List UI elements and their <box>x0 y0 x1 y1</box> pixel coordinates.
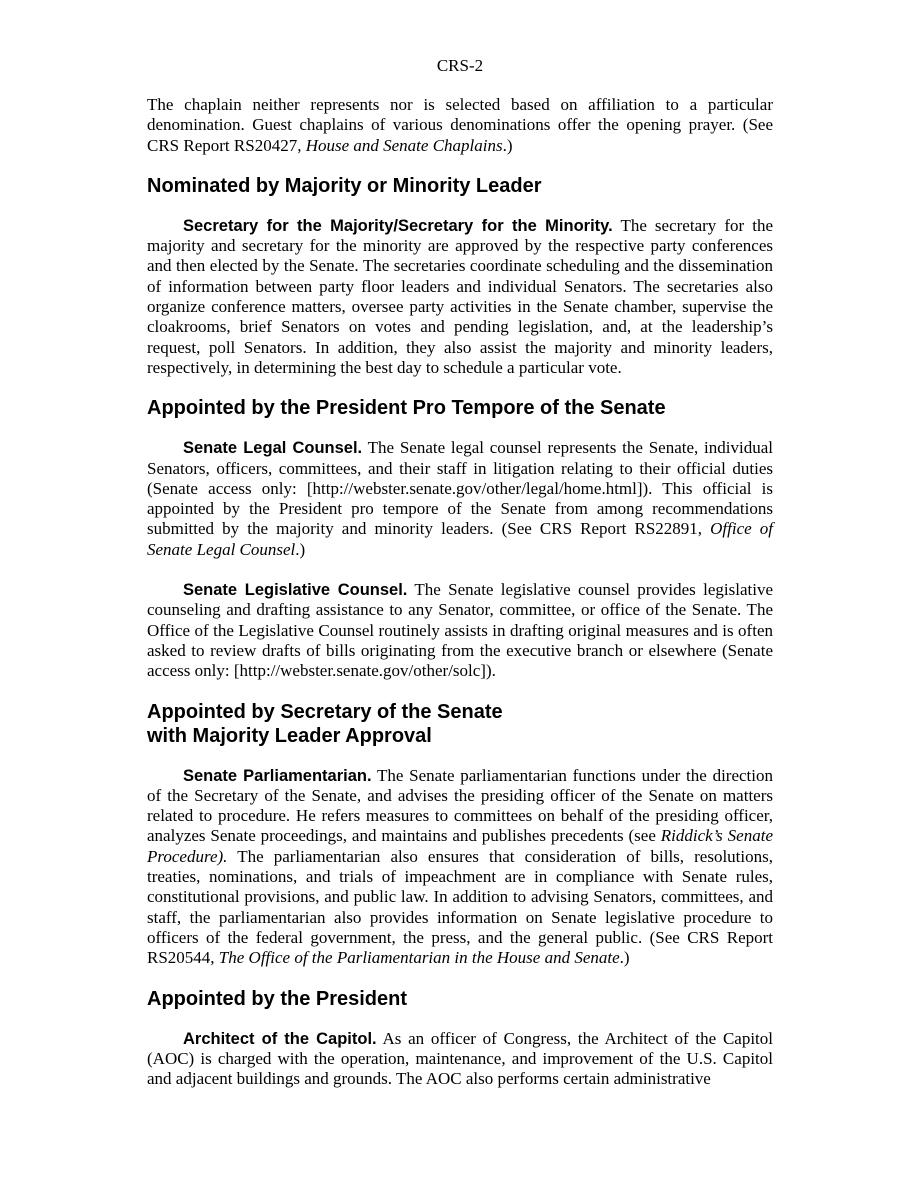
parliamentarian-text: The Senate parliamentarian functions under the direction of the Secretary of the Senate, and advises the presiding officer of the Senate on matters related to procedure. He refers measures to committees on behalf of the presiding officer, analyzes Senate proceedings, and maintains and publishes precedents (see <box>147 765 773 846</box>
intro-report-title: House and Senate Chaplains <box>305 135 503 155</box>
legal-counsel-text: The Senate legal counsel represents the Senate, individual Senators, officers, committees, and their staff in litigation relating to their official duties (Senate access only: [http://webster.senate.gov/other/legal/home.html]). This official is appointed by the President pro tempore of the Senate from among recommendations submitted by the majority and minority leaders. (See CRS Report RS22891, <box>147 438 773 539</box>
heading-majority-minority-leader: Nominated by Majority or Minority Leader <box>147 174 542 197</box>
page-header: CRS-2 <box>436 56 484 75</box>
legal-counsel-lead: Senate Legal Counsel. <box>183 439 363 458</box>
secretary-majority-minority-lead: Secretary for the Majority/Secretary for the Minority. <box>183 216 613 235</box>
parliamentarian-report-title: The Office of the Parliamentarian in the House and Senate <box>218 948 620 968</box>
architect-paragraph <box>147 1029 773 1090</box>
legal-counsel-paragraph <box>147 438 773 560</box>
heading-president-pro-tempore: Appointed by the President Pro Tempore of the Senate <box>147 397 666 420</box>
heading-secretary-line2: with Majority Leader Approval <box>147 724 432 747</box>
architect-text: As an officer of Congress, the Architect of the Capitol (AOC) is charged with the operation, maintenance, and improvement of the U.S. Capitol and adjacent buildings and grounds. The AOC also performs certain administrative <box>147 1028 773 1089</box>
heading-secretary-line1: Appointed by Secretary of the Senate <box>147 700 503 723</box>
parliamentarian-paragraph <box>147 766 773 969</box>
legislative-counsel-lead: Senate Legislative Counsel. <box>183 581 408 600</box>
heading-appointed-by-president: Appointed by the President <box>147 987 408 1010</box>
architect-lead: Architect of the Capitol. <box>183 1029 377 1048</box>
parliamentarian-text-middle: The parliamentarian also ensures that consideration of bills, resolutions, treaties, nominations, and trials of impeachment are in compliance with Senate rules, constitutional provisions, and public law. In addition to advising Senators, committees, and staff, the parliamentarian also provides information on Senate legislative procedure to officers of the federal government, the press, and the general public. (See CRS Report RS20544, <box>147 846 773 968</box>
legislative-counsel-paragraph <box>147 580 773 681</box>
intro-text: The chaplain neither represents nor is selected based on affiliation to a particular denomination. Guest chaplains of various denominations offer the opening prayer. (See CRS Report RS20427, <box>147 95 773 155</box>
parliamentarian-lead: Senate Parliamentarian. <box>183 766 372 785</box>
parliamentarian-riddick-title: Riddick’s Senate Procedure). <box>147 826 774 866</box>
secretary-majority-minority-paragraph <box>147 216 773 378</box>
legislative-counsel-text: The Senate legislative counsel provides legislative counseling and drafting assistance to any Senator, committee, or office of the Senate. The Office of the Legislative Counsel routinely assists in drafting original measures and is often asked to review drafts of bills originating from the executive branch or elsewhere (Senate access only: [http://webster.senate.gov/other/solc]). <box>147 580 773 681</box>
heading-secretary-of-senate <box>147 700 773 748</box>
page-content <box>147 95 773 1089</box>
intro-paragraph <box>147 95 773 156</box>
legal-counsel-report-title: Office of Senate Legal Counsel <box>147 519 773 559</box>
parliamentarian-text-end: .) <box>619 948 630 968</box>
intro-text-end: .) <box>502 135 513 155</box>
secretary-majority-minority-text: The secretary for the majority and secretary for the minority are approved by the respective party conferences and then elected by the Senate. The secretaries coordinate scheduling and the dissemination of information between party floor leaders and individual Senators. The secretaries also organize conference matters, oversee party activities in the Senate chamber, supervise the cloakrooms, brief Senators on votes and pending legislation, and, at the leadership’s request, poll Senators. In addition, they also assist the majority and minority leaders, respectively, in determining the best day to schedule a particular vote. <box>147 215 773 377</box>
legal-counsel-text-end: .) <box>295 539 306 559</box>
